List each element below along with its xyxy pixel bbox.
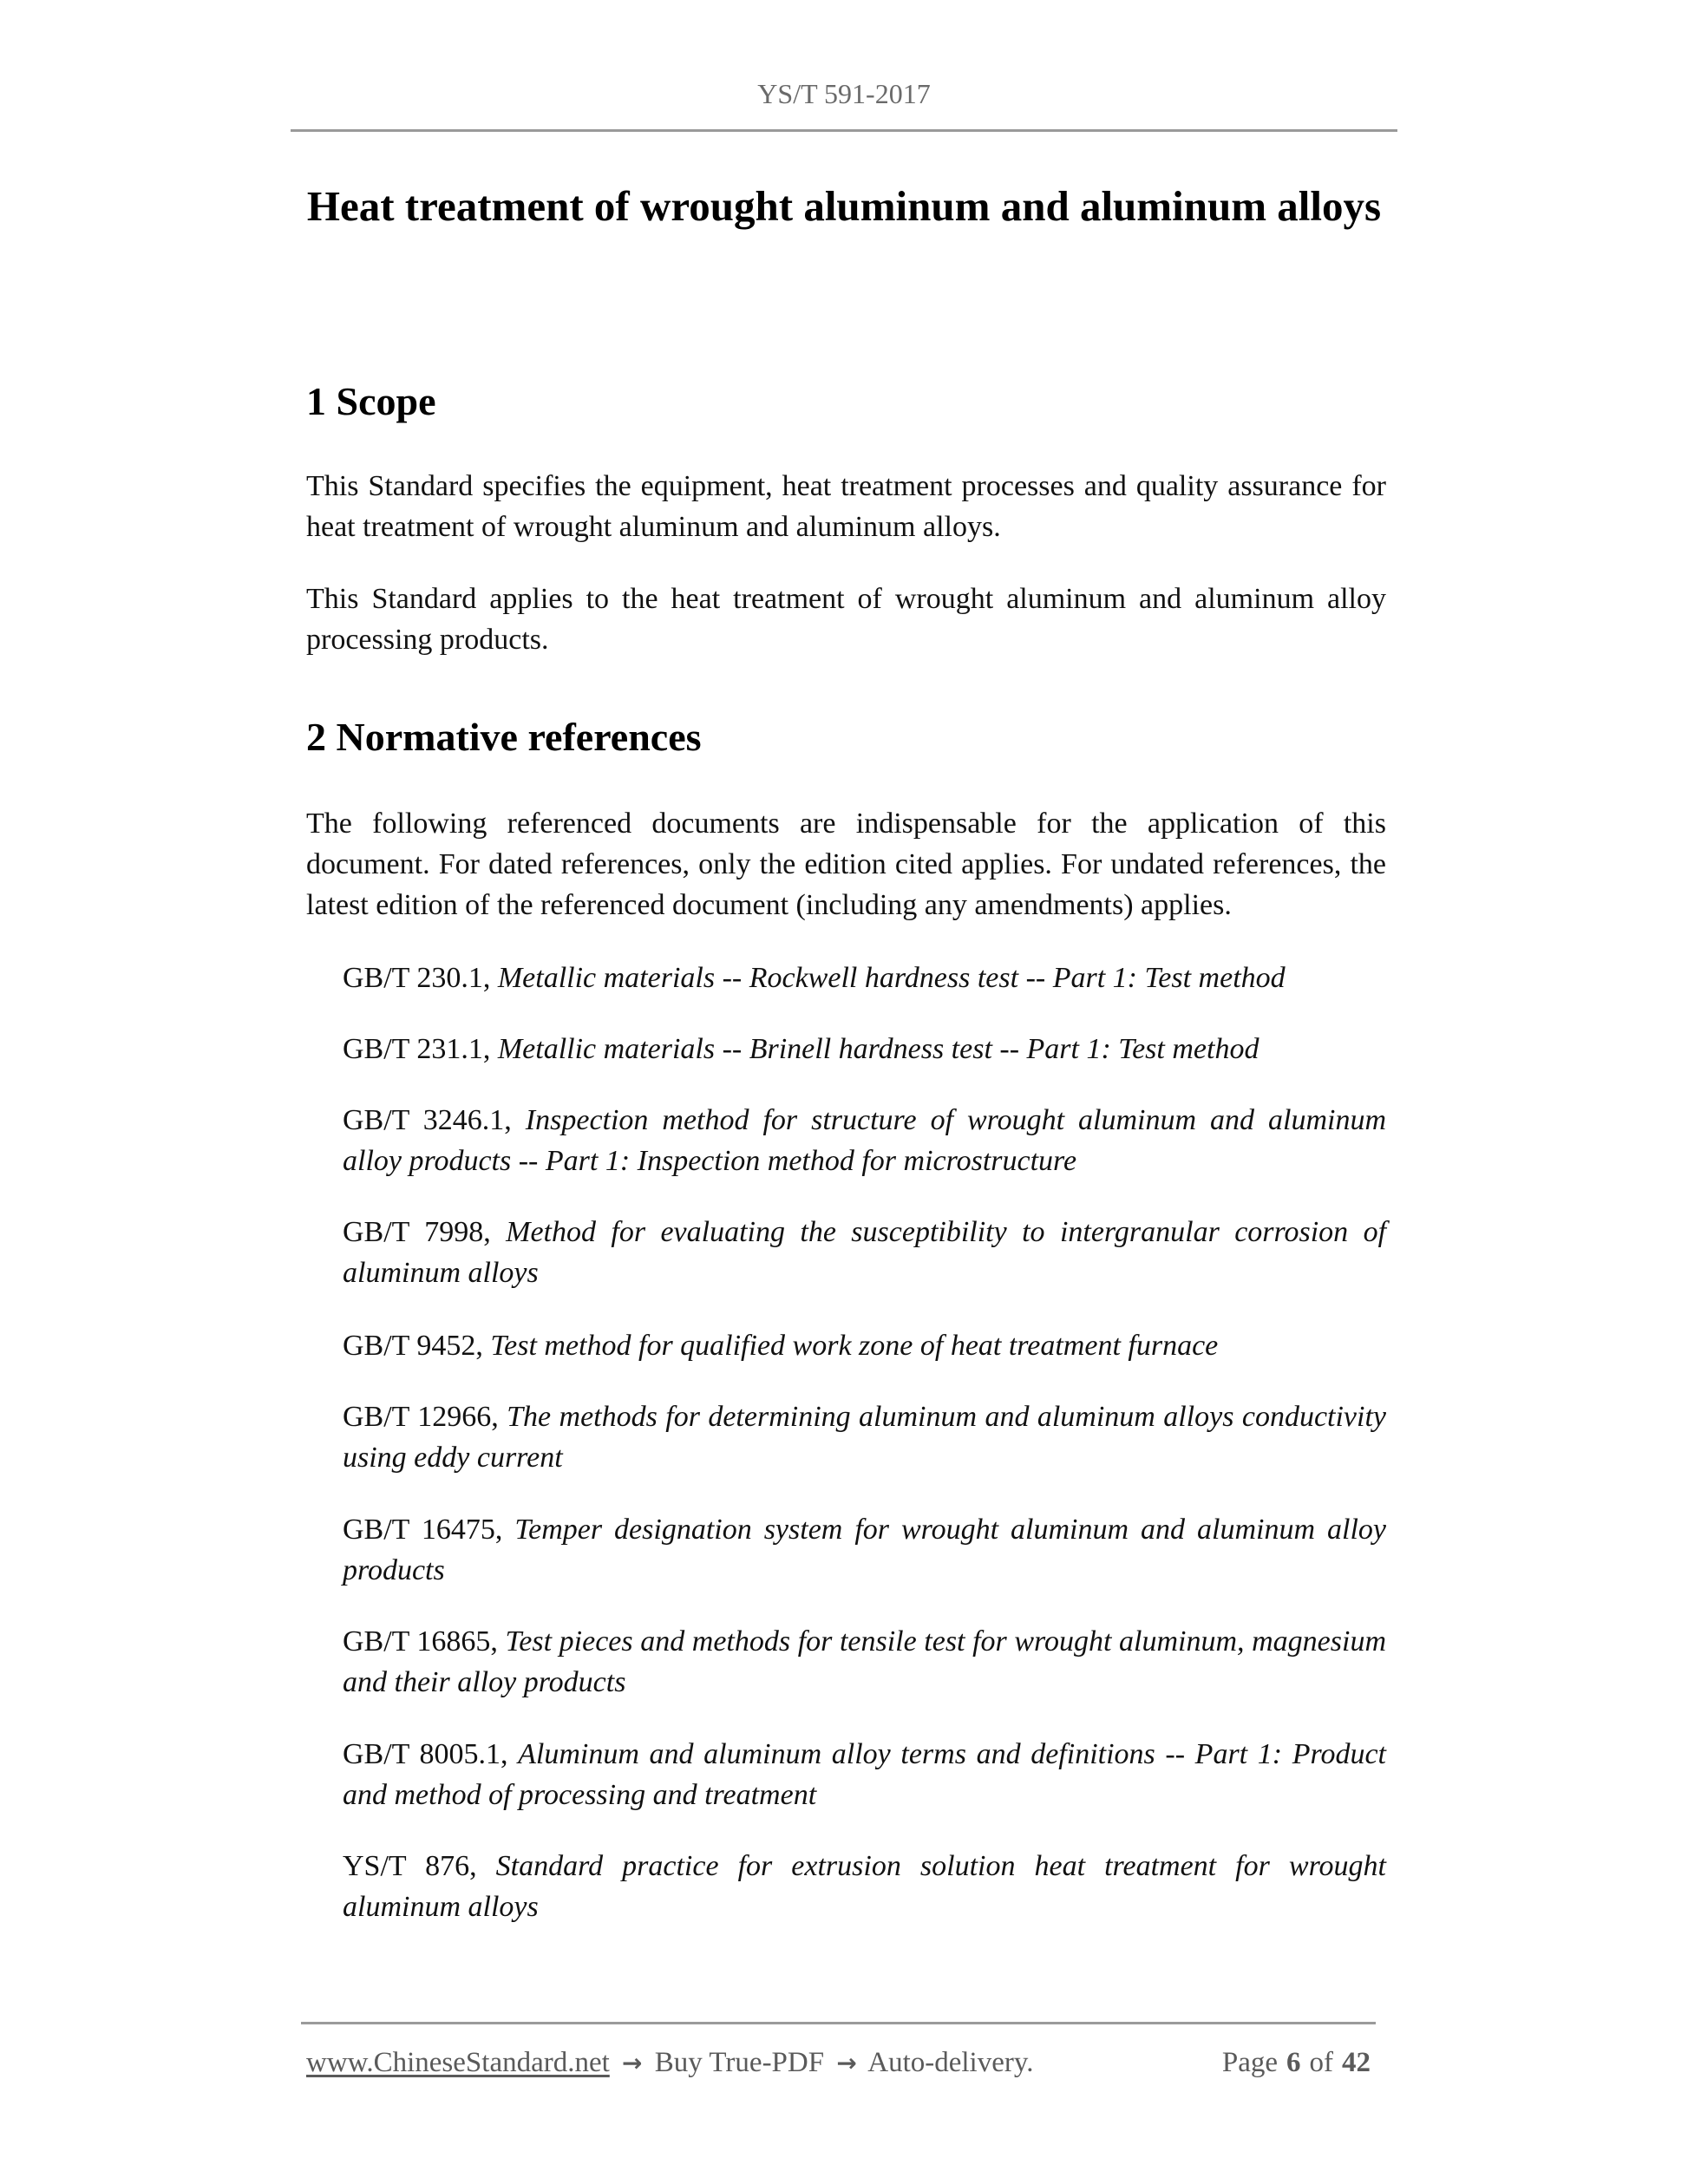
reference-item xyxy=(343,1734,1386,1815)
reference-title: Temper designation system for wrought aluminum and aluminum alloy products xyxy=(343,1514,1386,1586)
reference-item xyxy=(343,1029,1386,1069)
footer-step-buy: Buy True-PDF xyxy=(654,2047,825,2078)
reference-title: Test method for qualified work zone of heat treatment furnace xyxy=(490,1330,1219,1362)
reference-title: Metallic materials -- Brinell hardness test -- Part 1: Test method xyxy=(497,1033,1259,1065)
header-divider xyxy=(291,129,1397,132)
reference-code: GB/T 8005.1, xyxy=(343,1738,508,1770)
reference-item xyxy=(343,1509,1386,1591)
reference-code: GB/T 16475, xyxy=(343,1514,503,1546)
reference-code: GB/T 231.1, xyxy=(343,1033,491,1065)
reference-title: Test pieces and methods for tensile test for wrought aluminum, magnesium and their alloy products xyxy=(343,1625,1386,1698)
reference-item xyxy=(343,1212,1386,1293)
reference-item xyxy=(343,1846,1386,1927)
reference-code: YS/T 876, xyxy=(343,1850,477,1882)
section-heading-scope: 1 Scope xyxy=(306,379,436,423)
reference-code: GB/T 16865, xyxy=(343,1625,498,1658)
reference-code: GB/T 230.1, xyxy=(343,962,491,994)
footer-step-delivery: Auto-delivery. xyxy=(867,2047,1034,2078)
reference-title: Metallic materials -- Rockwell hardness test -- Part 1: Test method xyxy=(497,962,1286,994)
page-total: 42 xyxy=(1342,2047,1371,2078)
reference-title: Aluminum and aluminum alloy terms and definitions -- Part 1: Product and method of processing and treatment xyxy=(343,1738,1386,1811)
scope-paragraph-1: This Standard specifies the equipment, heat treatment processes and quality assurance for heat treatment of wrought aluminum and aluminum alloys. xyxy=(306,470,1386,543)
arrow-right-icon: → xyxy=(836,2049,857,2077)
reference-title: Inspection method for structure of wrought aluminum and aluminum alloy products -- Part 1: Inspection method for microstructure xyxy=(343,1104,1387,1177)
footer-promo xyxy=(306,2043,1033,2083)
document-title: Heat treatment of wrought aluminum and aluminum alloys xyxy=(306,182,1382,230)
reference-code: GB/T 7998, xyxy=(343,1216,491,1248)
reference-item xyxy=(343,1396,1386,1478)
reference-code: GB/T 9452, xyxy=(343,1330,483,1362)
reference-title: Method for evaluating the susceptibility to intergranular corrosion of aluminum alloys xyxy=(343,1216,1387,1289)
scope-paragraph-2: This Standard applies to the heat treatment of wrought aluminum and aluminum alloy processing products. xyxy=(306,583,1386,656)
page-label: Page xyxy=(1221,2047,1278,2078)
reference-title: Standard practice for extrusion solution heat treatment for wrought aluminum alloys xyxy=(343,1850,1386,1923)
reference-code: GB/T 3246.1, xyxy=(343,1104,512,1136)
page-header-doc-code: YS/T 591-2017 xyxy=(757,78,931,109)
reference-code: GB/T 12966, xyxy=(343,1401,499,1433)
footer-divider xyxy=(301,2022,1376,2024)
reference-title: The methods for determining aluminum and aluminum alloys conductivity using eddy current xyxy=(343,1401,1386,1474)
page-current: 6 xyxy=(1286,2047,1301,2078)
page-number xyxy=(1128,2043,1371,2082)
reference-item xyxy=(343,1325,1386,1366)
reference-item xyxy=(343,1621,1386,1703)
section-heading-normative-references: 2 Normative references xyxy=(306,715,702,759)
reference-item xyxy=(343,958,1386,998)
page-of-label: of xyxy=(1309,2047,1333,2078)
reference-item xyxy=(343,1100,1386,1181)
chinesestandard-link[interactable]: www.ChineseStandard.net xyxy=(306,2047,610,2078)
normative-references-intro: The following referenced documents are indispensable for the application of this document. For dated references, only the edition cited applies. For undated references, the latest edition of the referenced document (including any amendments) applies. xyxy=(306,808,1386,921)
arrow-right-icon: → xyxy=(622,2049,643,2077)
